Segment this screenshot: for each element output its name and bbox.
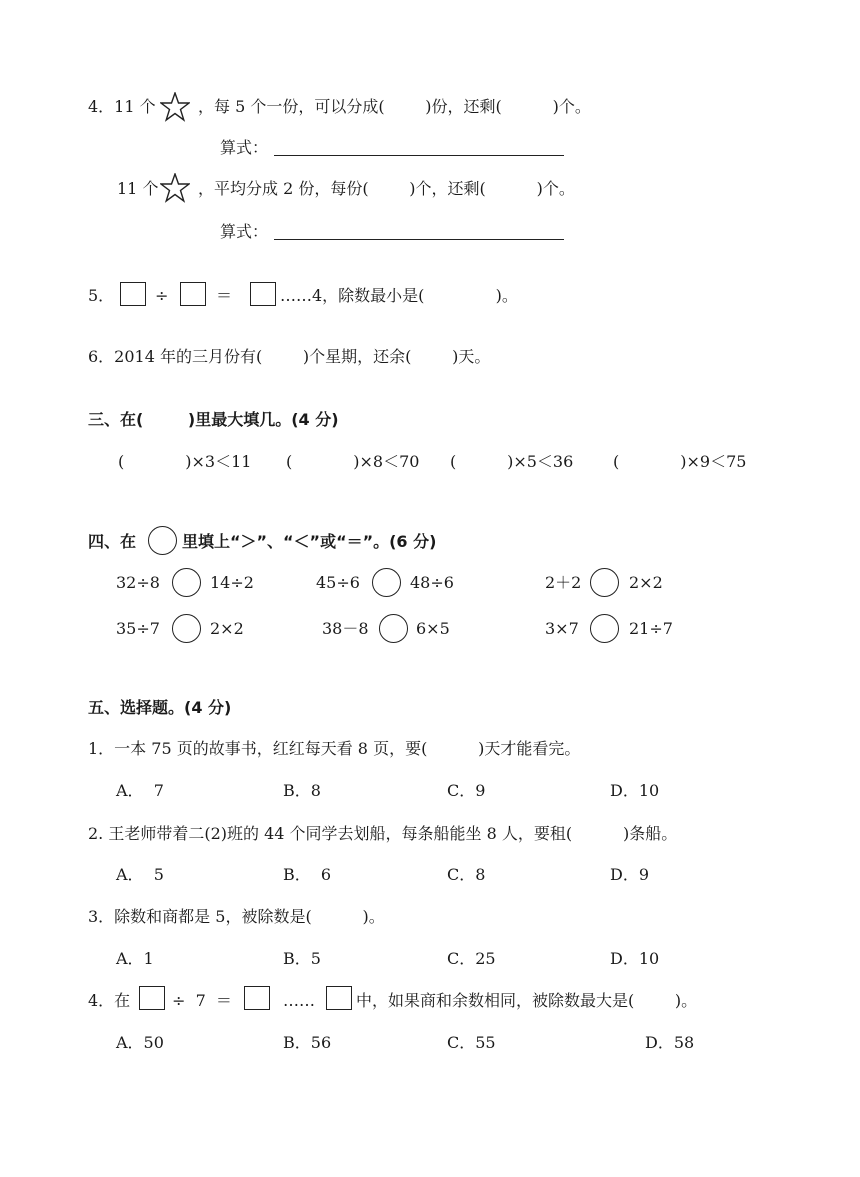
mc-option[interactable]: A． 5: [116, 865, 164, 884]
mc-option[interactable]: D．10: [610, 949, 660, 968]
compare-circle[interactable]: [590, 568, 619, 597]
mc-question-1: 1．一本 75 页的故事书，红红每天看 8 页，要( )天才能看完。: [88, 739, 581, 758]
compare-left: 35÷7: [116, 619, 160, 638]
equals-sign: ＝: [216, 286, 233, 305]
mc-option[interactable]: C．9: [447, 781, 486, 800]
section-4-title-b: 里填上“＞”、“＜”或“＝”。(6 分): [182, 532, 437, 551]
mc-question-2: 2. 王老师带着二(2)班的 44 个同学去划船，每条船能坐 8 人，要租( )条船。: [88, 824, 678, 843]
dividend-box[interactable]: [139, 986, 165, 1010]
divisor-box[interactable]: [180, 282, 206, 306]
mc-option[interactable]: A．1: [116, 949, 154, 968]
compare-circle[interactable]: [172, 568, 201, 597]
formula-answer-line-1[interactable]: [274, 155, 564, 156]
q4-division-text: ÷ 7 ＝: [172, 991, 232, 1010]
sec3-item[interactable]: ( )×5＜36: [450, 452, 574, 471]
compare-right: 2×2: [629, 573, 663, 592]
compare-left: 3×7: [545, 619, 579, 638]
sec3-item[interactable]: ( )×3＜11: [118, 452, 252, 471]
compare-circle[interactable]: [372, 568, 401, 597]
star-icon: [160, 92, 190, 122]
q5-number: 5．: [88, 286, 115, 305]
sec3-item[interactable]: ( )×9＜75: [613, 452, 747, 471]
mc-question-4-prefix: 4．在: [88, 991, 131, 1010]
q4-line1-text: ，每 5 个一份，可以分成( )份，还剩( )个。: [198, 97, 591, 116]
compare-right: 14÷2: [210, 573, 254, 592]
compare-left: 2＋2: [545, 573, 582, 592]
compare-right: 48÷6: [410, 573, 454, 592]
section-4-title-a: 四、在: [88, 532, 137, 551]
star-icon: [160, 173, 190, 203]
mc-option[interactable]: B．56: [283, 1033, 332, 1052]
formula-label-1: 算式：: [220, 138, 269, 157]
mc-option[interactable]: D．58: [645, 1033, 695, 1052]
quotient-box[interactable]: [244, 986, 270, 1010]
compare-left: 45÷6: [316, 573, 360, 592]
formula-label-2: 算式：: [220, 222, 269, 241]
mc-option[interactable]: C．25: [447, 949, 496, 968]
mc-option[interactable]: C．8: [447, 865, 486, 884]
mc-option[interactable]: D．10: [610, 781, 660, 800]
section-3-title: 三、在( )里最大填几。(4 分): [88, 410, 339, 429]
dividend-box[interactable]: [120, 282, 146, 306]
compare-circle[interactable]: [379, 614, 408, 643]
formula-answer-line-2[interactable]: [274, 239, 564, 240]
sec3-item[interactable]: ( )×8＜70: [286, 452, 420, 471]
q4-tail: 中，如果商和余数相同，被除数最大是( )。: [356, 991, 698, 1010]
mc-question-3: 3．除数和商都是 5，被除数是( )。: [88, 907, 385, 926]
compare-left: 32÷8: [116, 573, 160, 592]
circle-icon: [148, 526, 177, 555]
q6-text: 6．2014 年的三月份有( )个星期，还余( )天。: [88, 347, 491, 366]
section-5-title: 五、选择题。(4 分): [88, 698, 232, 717]
q5-tail: ……4，除数最小是( )。: [280, 286, 518, 305]
q4-line1-number: 4．11 个: [88, 97, 156, 116]
compare-right: 6×5: [416, 619, 450, 638]
quotient-box[interactable]: [250, 282, 276, 306]
compare-circle[interactable]: [172, 614, 201, 643]
compare-circle[interactable]: [590, 614, 619, 643]
q4-line2-number: 11 个: [117, 179, 159, 198]
compare-right: 21÷7: [629, 619, 673, 638]
compare-right: 2×2: [210, 619, 244, 638]
compare-left: 38－8: [322, 619, 369, 638]
q4-dots: ……: [283, 991, 315, 1010]
mc-option[interactable]: B．5: [283, 949, 321, 968]
division-sign: ÷: [155, 286, 169, 305]
mc-option[interactable]: B．8: [283, 781, 321, 800]
mc-option[interactable]: B． 6: [283, 865, 332, 884]
remainder-box[interactable]: [326, 986, 352, 1010]
mc-option[interactable]: A．50: [116, 1033, 164, 1052]
q4-line2-text: ，平均分成 2 份，每份( )个，还剩( )个。: [198, 179, 575, 198]
mc-option[interactable]: D．9: [610, 865, 650, 884]
mc-option[interactable]: C．55: [447, 1033, 496, 1052]
mc-option[interactable]: A． 7: [116, 781, 164, 800]
